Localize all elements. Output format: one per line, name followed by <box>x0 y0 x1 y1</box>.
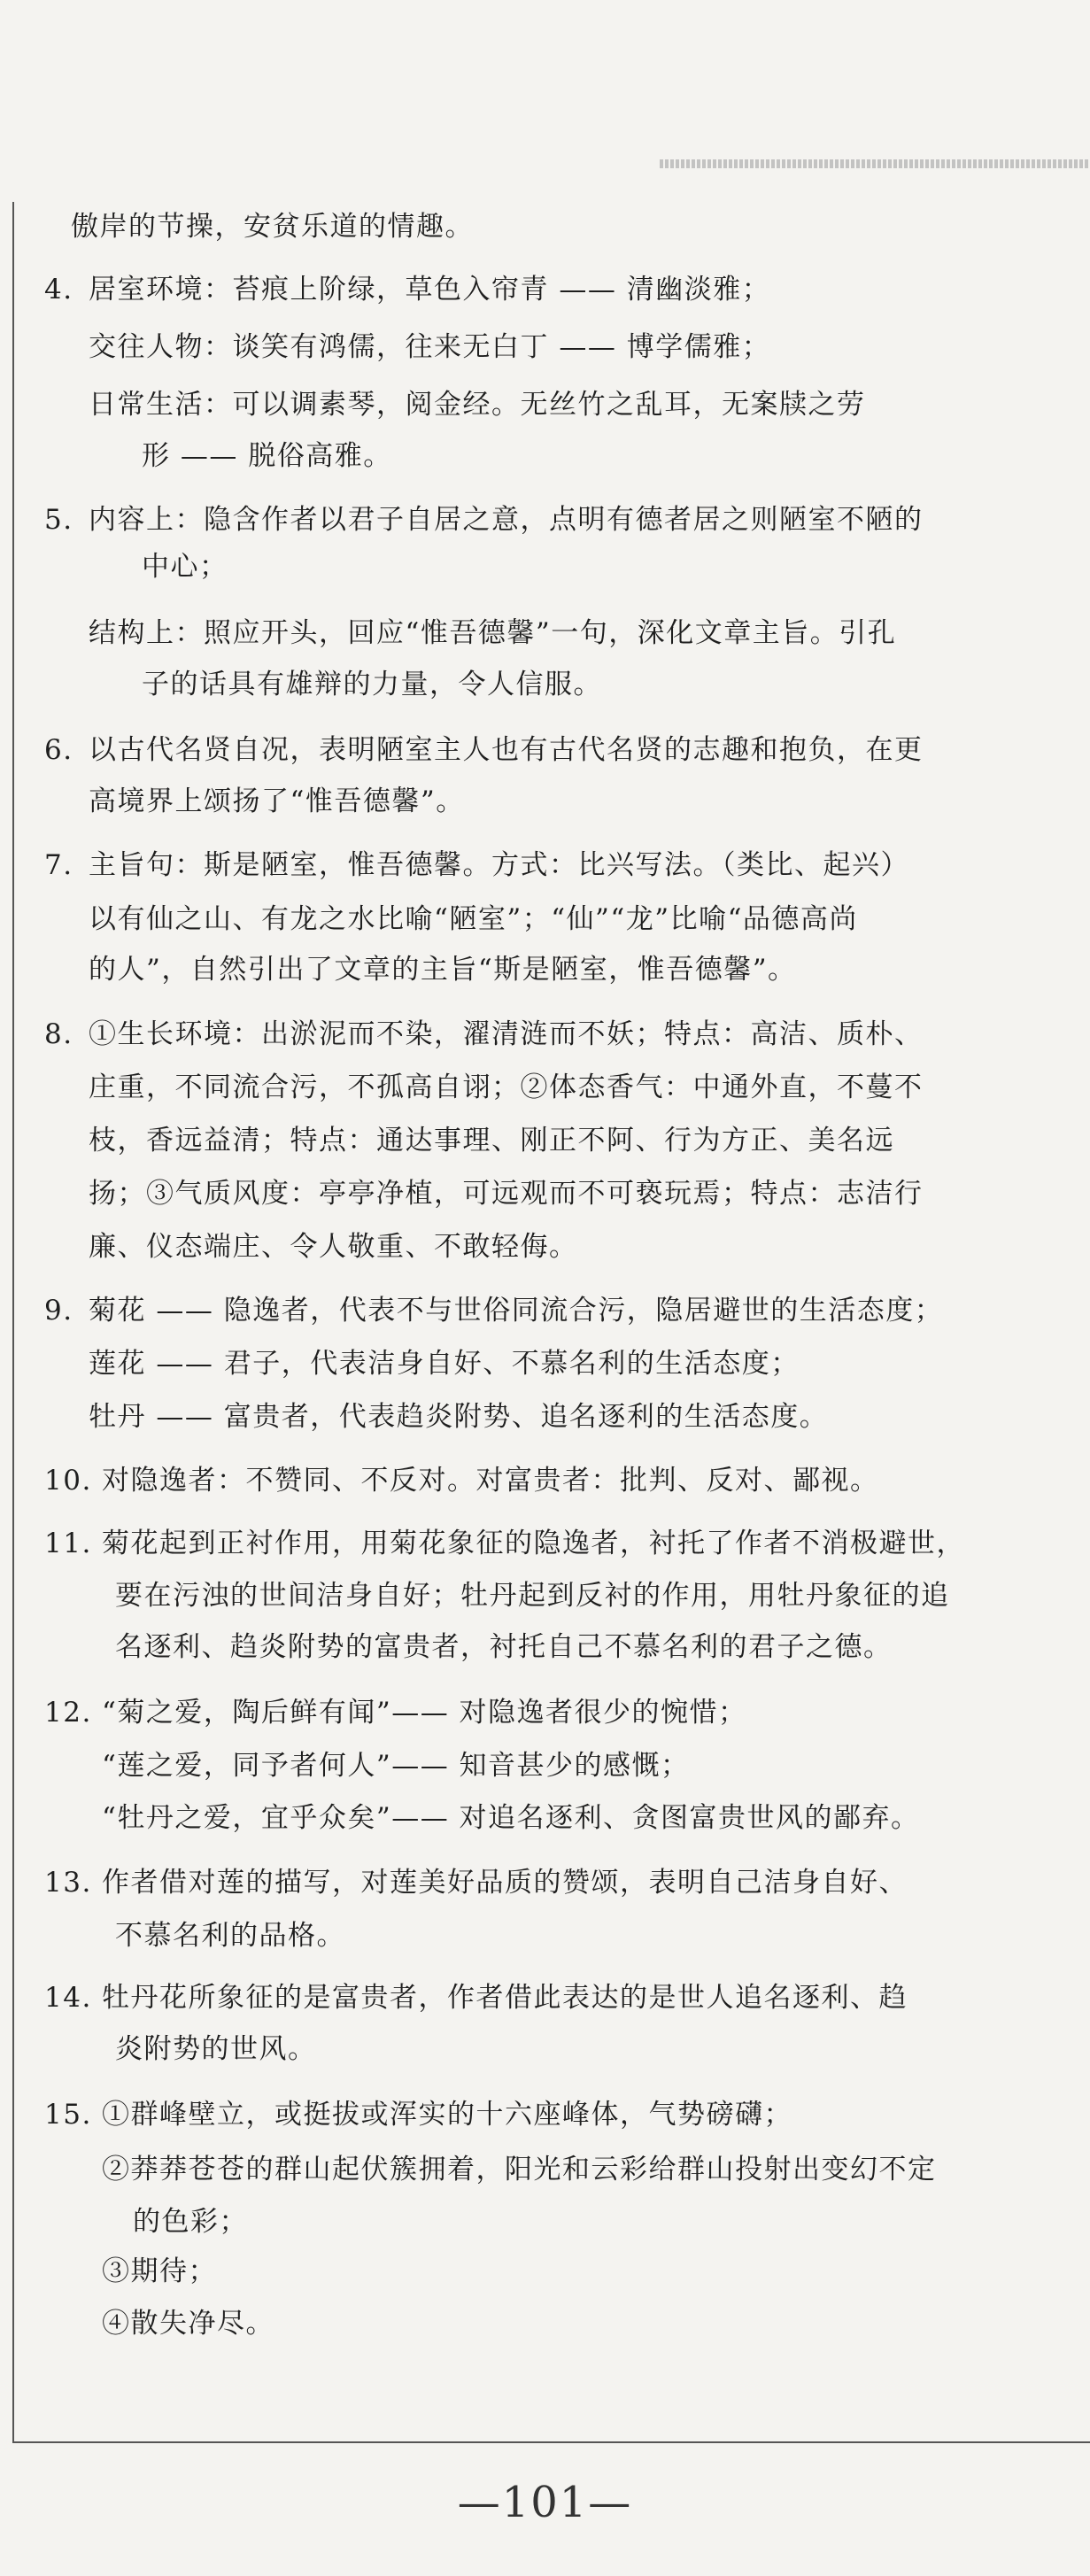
answer-text: “莲之爱，同予者何人”—— 知音甚少的感慨； <box>102 1750 690 1782</box>
item-number: 10. <box>44 1465 92 1497</box>
page-number: —101— <box>457 2478 633 2527</box>
answer-text: 以有仙之山、有龙之水比喻“陋室”；“仙”“龙”比喻“品德高尚 <box>89 903 858 935</box>
answer-text: 傲岸的节操，安贫乐道的情趣。 <box>71 211 474 243</box>
answer-text: 对隐逸者：不赞同、不反对。对富贵者：批判、反对、鄙视。 <box>102 1465 879 1497</box>
answer-text: 居室环境：苔痕上阶绿，草色入帘青 —— 清幽淡雅； <box>89 274 771 306</box>
item-number: 4. <box>44 274 73 306</box>
answer-text: 高境界上颂扬了“惟吾德馨”。 <box>89 785 465 817</box>
answer-text: 形 —— 脱俗高雅。 <box>142 440 392 472</box>
item-number: 13. <box>44 1867 92 1899</box>
item-number: 5. <box>44 504 73 536</box>
answer-text: ①群峰壁立，或挺拔或浑实的十六座峰体，气势磅礴； <box>102 2099 792 2131</box>
answer-text: 庄重，不同流合污，不孤高自诩；②体态香气：中通外直，不蔓不 <box>89 1071 924 1103</box>
answer-text: 中心； <box>142 551 228 583</box>
answer-text: 要在污浊的世间洁身自好；牡丹起到反衬的作用，用牡丹象征的追 <box>115 1580 950 1612</box>
item-number: 6. <box>44 734 73 766</box>
item-number: 12. <box>44 1697 92 1729</box>
item-number: 14. <box>44 1982 92 2014</box>
answer-text: 子的话具有雄辩的力量，令人信服。 <box>142 669 602 700</box>
answer-text: 内容上：隐含作者以君子自居之意，点明有德者居之则陋室不陋的 <box>89 504 924 536</box>
answer-text: 以古代名贤自况，表明陋室主人也有古代名贤的志趣和抱负，在更 <box>89 734 924 766</box>
answer-text: 菊花 —— 隐逸者，代表不与世俗同流合污，隐居避世的生活态度； <box>89 1295 944 1327</box>
item-number: 9. <box>44 1295 73 1327</box>
answer-text: 不慕名利的品格。 <box>115 1920 345 1952</box>
item-number: 7. <box>44 849 73 881</box>
answer-text: 日常生活：可以调素琴，阅金经。无丝竹之乱耳，无案牍之劳 <box>89 389 866 421</box>
answer-text: 结构上：照应开头，回应“惟吾德馨”一句，深化文章主旨。引孔 <box>89 617 897 649</box>
answer-text: 牡丹 —— 富贵者，代表趋炎附势、追名逐利的生活态度。 <box>89 1401 829 1433</box>
answer-text: 作者借对莲的描写，对莲美好品质的赞颂，表明自己洁身自好、 <box>102 1867 908 1899</box>
answer-text: 莲花 —— 君子，代表洁身自好、不慕名利的生活态度； <box>89 1348 800 1380</box>
answer-text: 廉、仪态端庄、令人敬重、不敢轻侮。 <box>89 1231 578 1263</box>
answer-text: 炎附势的世风。 <box>115 2033 317 2065</box>
answer-text: 扬；③气质风度：亭亭净植，可远观而不可亵玩焉；特点：志洁行 <box>89 1178 924 1210</box>
answer-text: ②莽莽苍苍的群山起伏簇拥着，阳光和云彩给群山投射出变幻不定 <box>102 2154 937 2185</box>
answer-text: “菊之爱，陶后鲜有闻”—— 对隐逸者很少的惋惜； <box>102 1697 747 1729</box>
answer-text: 交往人物：谈笑有鸿儒，往来无白丁 —— 博学儒雅； <box>89 331 771 363</box>
answer-text: 主旨句：斯是陋室，惟吾德馨。方式：比兴写法。（类比、起兴） <box>89 849 909 881</box>
answer-text: 的人”，自然引出了文章的主旨“斯是陋室，惟吾德馨”。 <box>89 954 797 986</box>
answer-text: 牡丹花所象征的是富贵者，作者借此表达的是世人追名逐利、趋 <box>102 1982 908 2014</box>
item-number: 15. <box>44 2099 92 2131</box>
answer-text: ④散失净尽。 <box>102 2308 274 2340</box>
answer-text: 名逐利、趋炎附势的富贵者，衬托自己不慕名利的君子之德。 <box>115 1631 893 1663</box>
answer-text: 的色彩； <box>133 2206 248 2238</box>
answer-text: “牡丹之爱，宜乎众矣”—— 对追名逐利、贪图富贵世风的鄙弃。 <box>102 1802 920 1834</box>
answer-text: 枝，香远益清；特点：通达事理、刚正不阿、行为方正、美名远 <box>89 1125 894 1156</box>
item-number: 8. <box>44 1018 73 1050</box>
item-number: 11. <box>44 1528 92 1559</box>
answer-text: ①生长环境：出淤泥而不染，濯清涟而不妖；特点：高洁、质朴、 <box>89 1018 924 1050</box>
answer-text: 菊花起到正衬作用，用菊花象征的隐逸者，衬托了作者不消极避世， <box>102 1528 965 1559</box>
answer-text: ③期待； <box>102 2255 217 2287</box>
